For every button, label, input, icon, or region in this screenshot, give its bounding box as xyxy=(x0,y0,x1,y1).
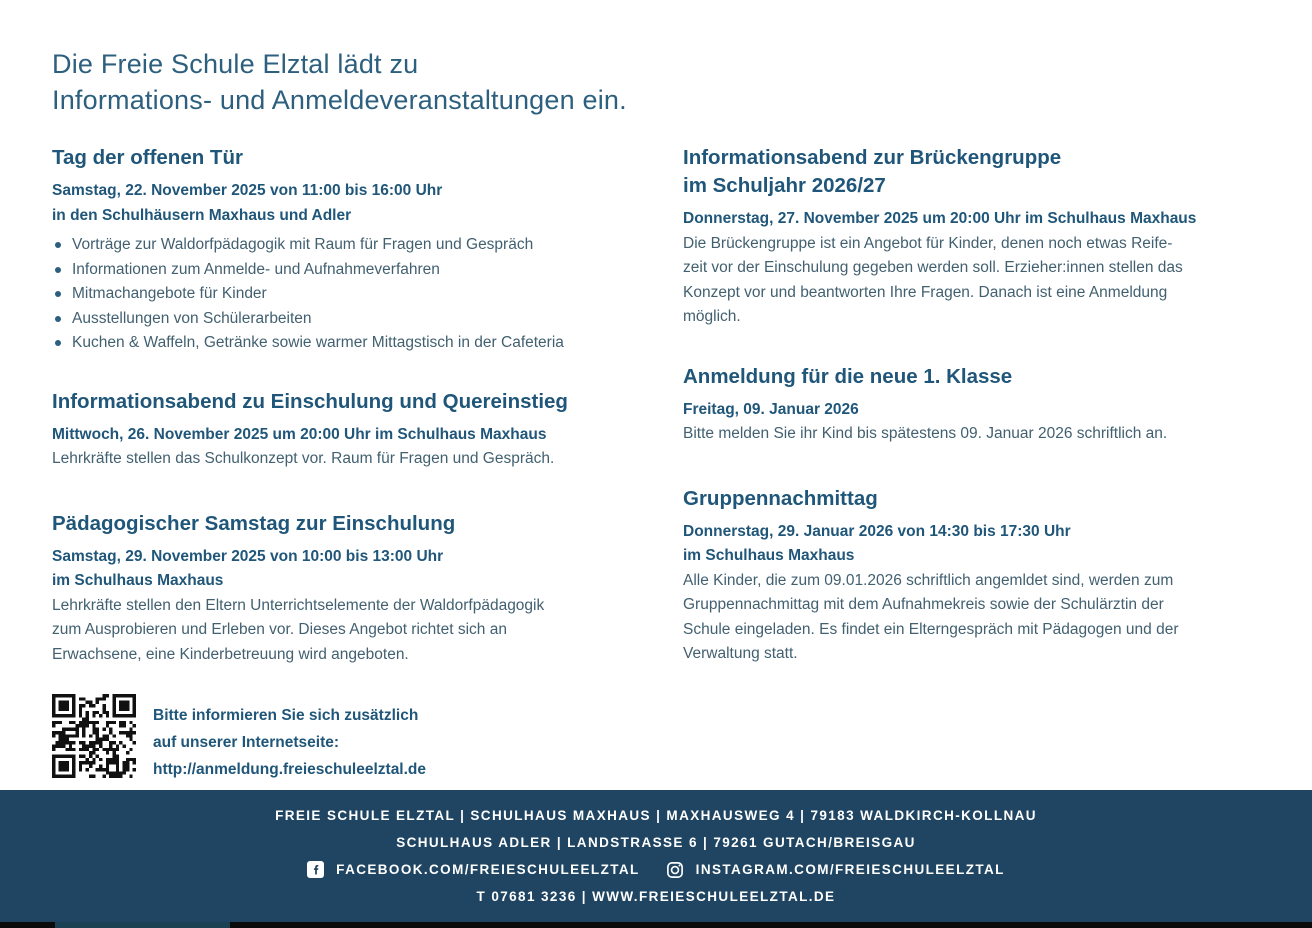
website-note xyxy=(153,694,426,783)
event-description-line: möglich. xyxy=(683,308,741,325)
event-description-line: Konzept vor und beantworten Ihre Fragen. Danach ist eine Anmeldung xyxy=(683,283,1168,301)
list-item: Mitmachangebote für Kinder xyxy=(52,282,652,307)
list-item: Vorträge zur Waldorfpädagogik mit Raum für Fragen und Gespräch xyxy=(52,233,652,258)
section-heading: Informationsabend zu Einschulung und Quereinstieg xyxy=(52,389,568,413)
section-heading-line2: im Schuljahr 2026/27 xyxy=(683,174,886,197)
section-heading: Pädagogischer Samstag zur Einschulung xyxy=(52,511,456,535)
list-item: Informationen zum Anmelde- und Aufnahmeverfahren xyxy=(52,258,652,283)
page-title-line1: Die Freie Schule Elztal lädt zu xyxy=(52,49,419,79)
event-description-line: zeit vor der Einschulung gegeben werden soll. Erzieher:innen stellen das xyxy=(683,259,1183,276)
event-description-line: Schule eingeladen. Es findet ein Elterngespräch mit Pädagogen und der xyxy=(683,620,1179,638)
event-date: Freitag, 09. Januar 2026 xyxy=(683,400,859,418)
section-anmeldung-erste-klasse xyxy=(683,363,1260,447)
qr-note-block xyxy=(52,694,652,783)
footer-address-adler: SCHULHAUS ADLER | LANDSTRASSE 6 | 79261 GUTACH/BREISGAU xyxy=(396,835,916,850)
qr-code xyxy=(52,694,136,778)
event-description-line: Erwachsene, eine Kinderbetreuung wird angeboten. xyxy=(52,645,409,663)
event-description-line: Lehrkräfte stellen den Eltern Unterrichtselemente der Waldorfpädagogik xyxy=(52,596,545,614)
left-column xyxy=(52,144,652,783)
section-brueckengruppe xyxy=(683,144,1260,330)
qr-code-icon xyxy=(52,694,136,778)
footer-social-row xyxy=(307,856,1005,883)
section-heading: Tag der offenen Tür xyxy=(52,146,243,169)
bottom-edge-bar xyxy=(0,922,1312,928)
footer-facebook-link[interactable]: FACEBOOK.COM/FREIESCHULEELZTAL xyxy=(336,862,640,877)
footer-instagram-link[interactable]: INSTAGRAM.COM/FREIESCHULEELZTAL xyxy=(695,862,1005,877)
event-description-line: Alle Kinder, die zum 09.01.2026 schriftlich angemldet sind, werden zum xyxy=(683,571,1174,589)
event-description-line: Gruppennachmittag mit dem Aufnahmekreis sowie der Schulärztin der xyxy=(683,596,1164,613)
event-description-line: zum Ausprobieren und Erleben vor. Dieses Angebot richtet sich an xyxy=(52,621,507,638)
event-description: Bitte melden Sie ihr Kind bis spätestens 09. Januar 2026 schriftlich an. xyxy=(683,425,1168,442)
event-location: in den Schulhäusern Maxhaus und Adler xyxy=(52,206,352,224)
event-date: Donnerstag, 27. November 2025 um 20:00 Uhr im Schulhaus Maxhaus xyxy=(683,210,1197,227)
event-location: im Schulhaus Maxhaus xyxy=(52,572,224,589)
event-bullet-list xyxy=(52,233,652,356)
list-item: Ausstellungen von Schülerarbeiten xyxy=(52,307,652,332)
list-item: Kuchen & Waffeln, Getränke sowie warmer Mittagstisch in der Cafeteria xyxy=(52,331,652,356)
event-description-line: Die Brückengruppe ist ein Angebot für Kinder, denen noch etwas Reife- xyxy=(683,234,1173,252)
two-column-layout xyxy=(52,144,1260,783)
event-date: Samstag, 29. November 2025 von 10:00 bis 13:00 Uhr xyxy=(52,547,444,565)
event-location: im Schulhaus Maxhaus xyxy=(683,547,855,564)
event-date: Donnerstag, 29. Januar 2026 von 14:30 bis 17:30 Uhr xyxy=(683,522,1071,540)
page-title-line2: Informations- und Anmeldeveranstaltungen ein. xyxy=(52,85,627,115)
section-heading-line1: Informationsabend zur Brückengruppe xyxy=(683,146,1062,169)
page-title xyxy=(52,46,1260,118)
section-heading xyxy=(683,144,1260,200)
registration-url[interactable]: http://anmeldung.freieschuleelztal.de xyxy=(153,761,427,778)
section-gruppennachmittag xyxy=(683,485,1260,667)
footer-address-maxhaus: FREIE SCHULE ELZTAL | SCHULHAUS MAXHAUS | MAXHAUSWEG 4 | 79183 WALDKIRCH-KOLLNAU xyxy=(275,808,1037,823)
section-tag-der-offenen-tuer xyxy=(52,144,652,356)
right-column xyxy=(683,144,1260,783)
facebook-icon xyxy=(307,861,324,878)
event-description: Lehrkräfte stellen das Schulkonzept vor. Raum für Fragen und Gespräch. xyxy=(52,450,555,467)
section-infoabend-einschulung xyxy=(52,388,652,472)
website-note-line2: auf unserer Internetseite: xyxy=(153,734,340,751)
instagram-icon xyxy=(666,861,684,879)
website-note-line1: Bitte informieren Sie sich zusätzlich xyxy=(153,707,419,724)
bottom-edge-segment xyxy=(55,922,230,928)
footer-bar xyxy=(0,790,1312,922)
event-description-line: Verwaltung statt. xyxy=(683,645,798,662)
footer-contact-line[interactable]: T 07681 3236 | WWW.FREIESCHULEELZTAL.DE xyxy=(476,889,836,904)
section-heading: Anmeldung für die neue 1. Klasse xyxy=(683,364,1013,388)
event-date: Mittwoch, 26. November 2025 um 20:00 Uhr im Schulhaus Maxhaus xyxy=(52,425,547,443)
section-paedagogischer-samstag xyxy=(52,510,652,668)
event-date: Samstag, 22. November 2025 von 11:00 bis 16:00 Uhr xyxy=(52,182,443,199)
section-heading: Gruppennachmittag xyxy=(683,486,878,510)
